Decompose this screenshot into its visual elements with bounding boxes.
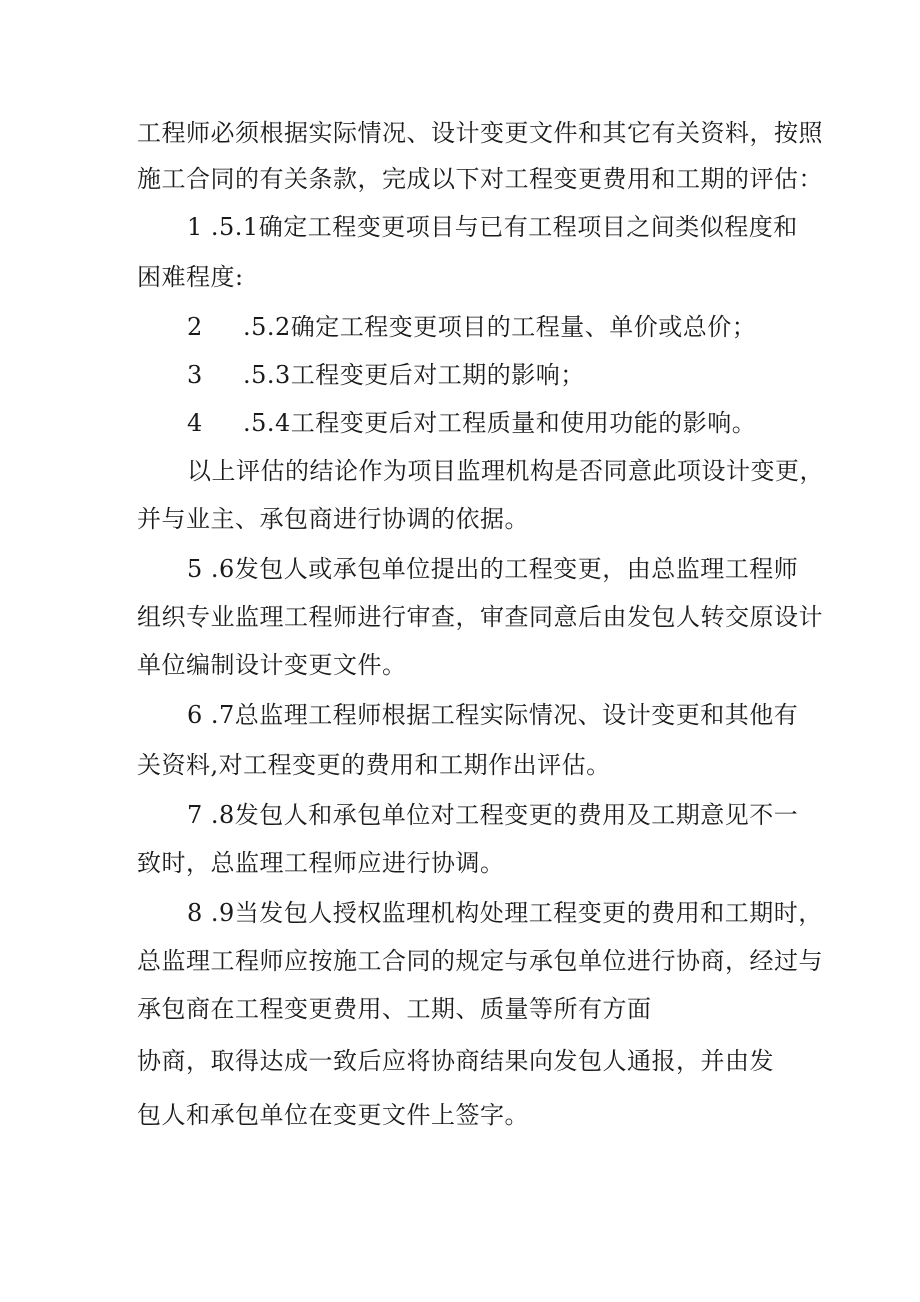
list-text: .5.2确定工程变更项目的工程量、单价或总价； [243,313,757,341]
text-line: 组织专业监理工程师进行审查，审查同意后由发包人转交原设计 [137,603,823,631]
list-number: 2 [187,313,203,341]
text-line: 7 .8发包人和承包单位对工程变更的费用及工期意见不一 [187,801,799,829]
text-line: 并与业主、承包商进行协调的依据。 [137,505,529,533]
list-item [187,408,756,438]
text-line: 8 .9当发包人授权监理机构处理工程变更的费用和工期时， [187,899,823,927]
text-line: 困难程度: [137,263,244,291]
text-line: 包人和承包单位在变更文件上签字。 [137,1101,529,1129]
text-line: 单位编制设计变更文件。 [137,651,407,679]
text-line: 以上评估的结论作为项目监理机构是否同意此项设计变更， [187,457,824,485]
text-line: 承包商在工程变更费用、工期、质量等所有方面 [137,995,652,1023]
list-text: .5.4工程变更后对工程质量和使用功能的影响。 [243,409,757,437]
list-number: 3 [187,361,203,389]
text-line: 施工合同的有关条款，完成以下对工程变更费用和工期的评估： [137,165,823,193]
text-line: 致时，总监理工程师应进行协调。 [137,849,505,877]
list-number: 4 [187,409,203,437]
text-line: 6 .7总监理工程师根据工程实际情况、设计变更和其他有 [187,701,799,729]
list-item [187,312,756,342]
text-line: 关资料,对工程变更的费用和工期作出评估。 [137,751,611,779]
text-line: 工程师必须根据实际情况、设计变更文件和其它有关资料，按照 [137,119,823,147]
list-item [187,360,585,390]
text-line: 1 .5.1确定工程变更项目与已有工程项目之间类似程度和 [187,213,798,241]
text-line: 5 .6发包人或承包单位提出的工程变更，由总监理工程师 [187,555,799,583]
text-line: 协商，取得达成一致后应将协商结果向发包人通报，并由发 [137,1047,774,1075]
list-text: .5.3工程变更后对工期的影响； [243,361,585,389]
text-line: 总监理工程师应按施工合同的规定与承包单位进行协商，经过与 [137,947,823,975]
